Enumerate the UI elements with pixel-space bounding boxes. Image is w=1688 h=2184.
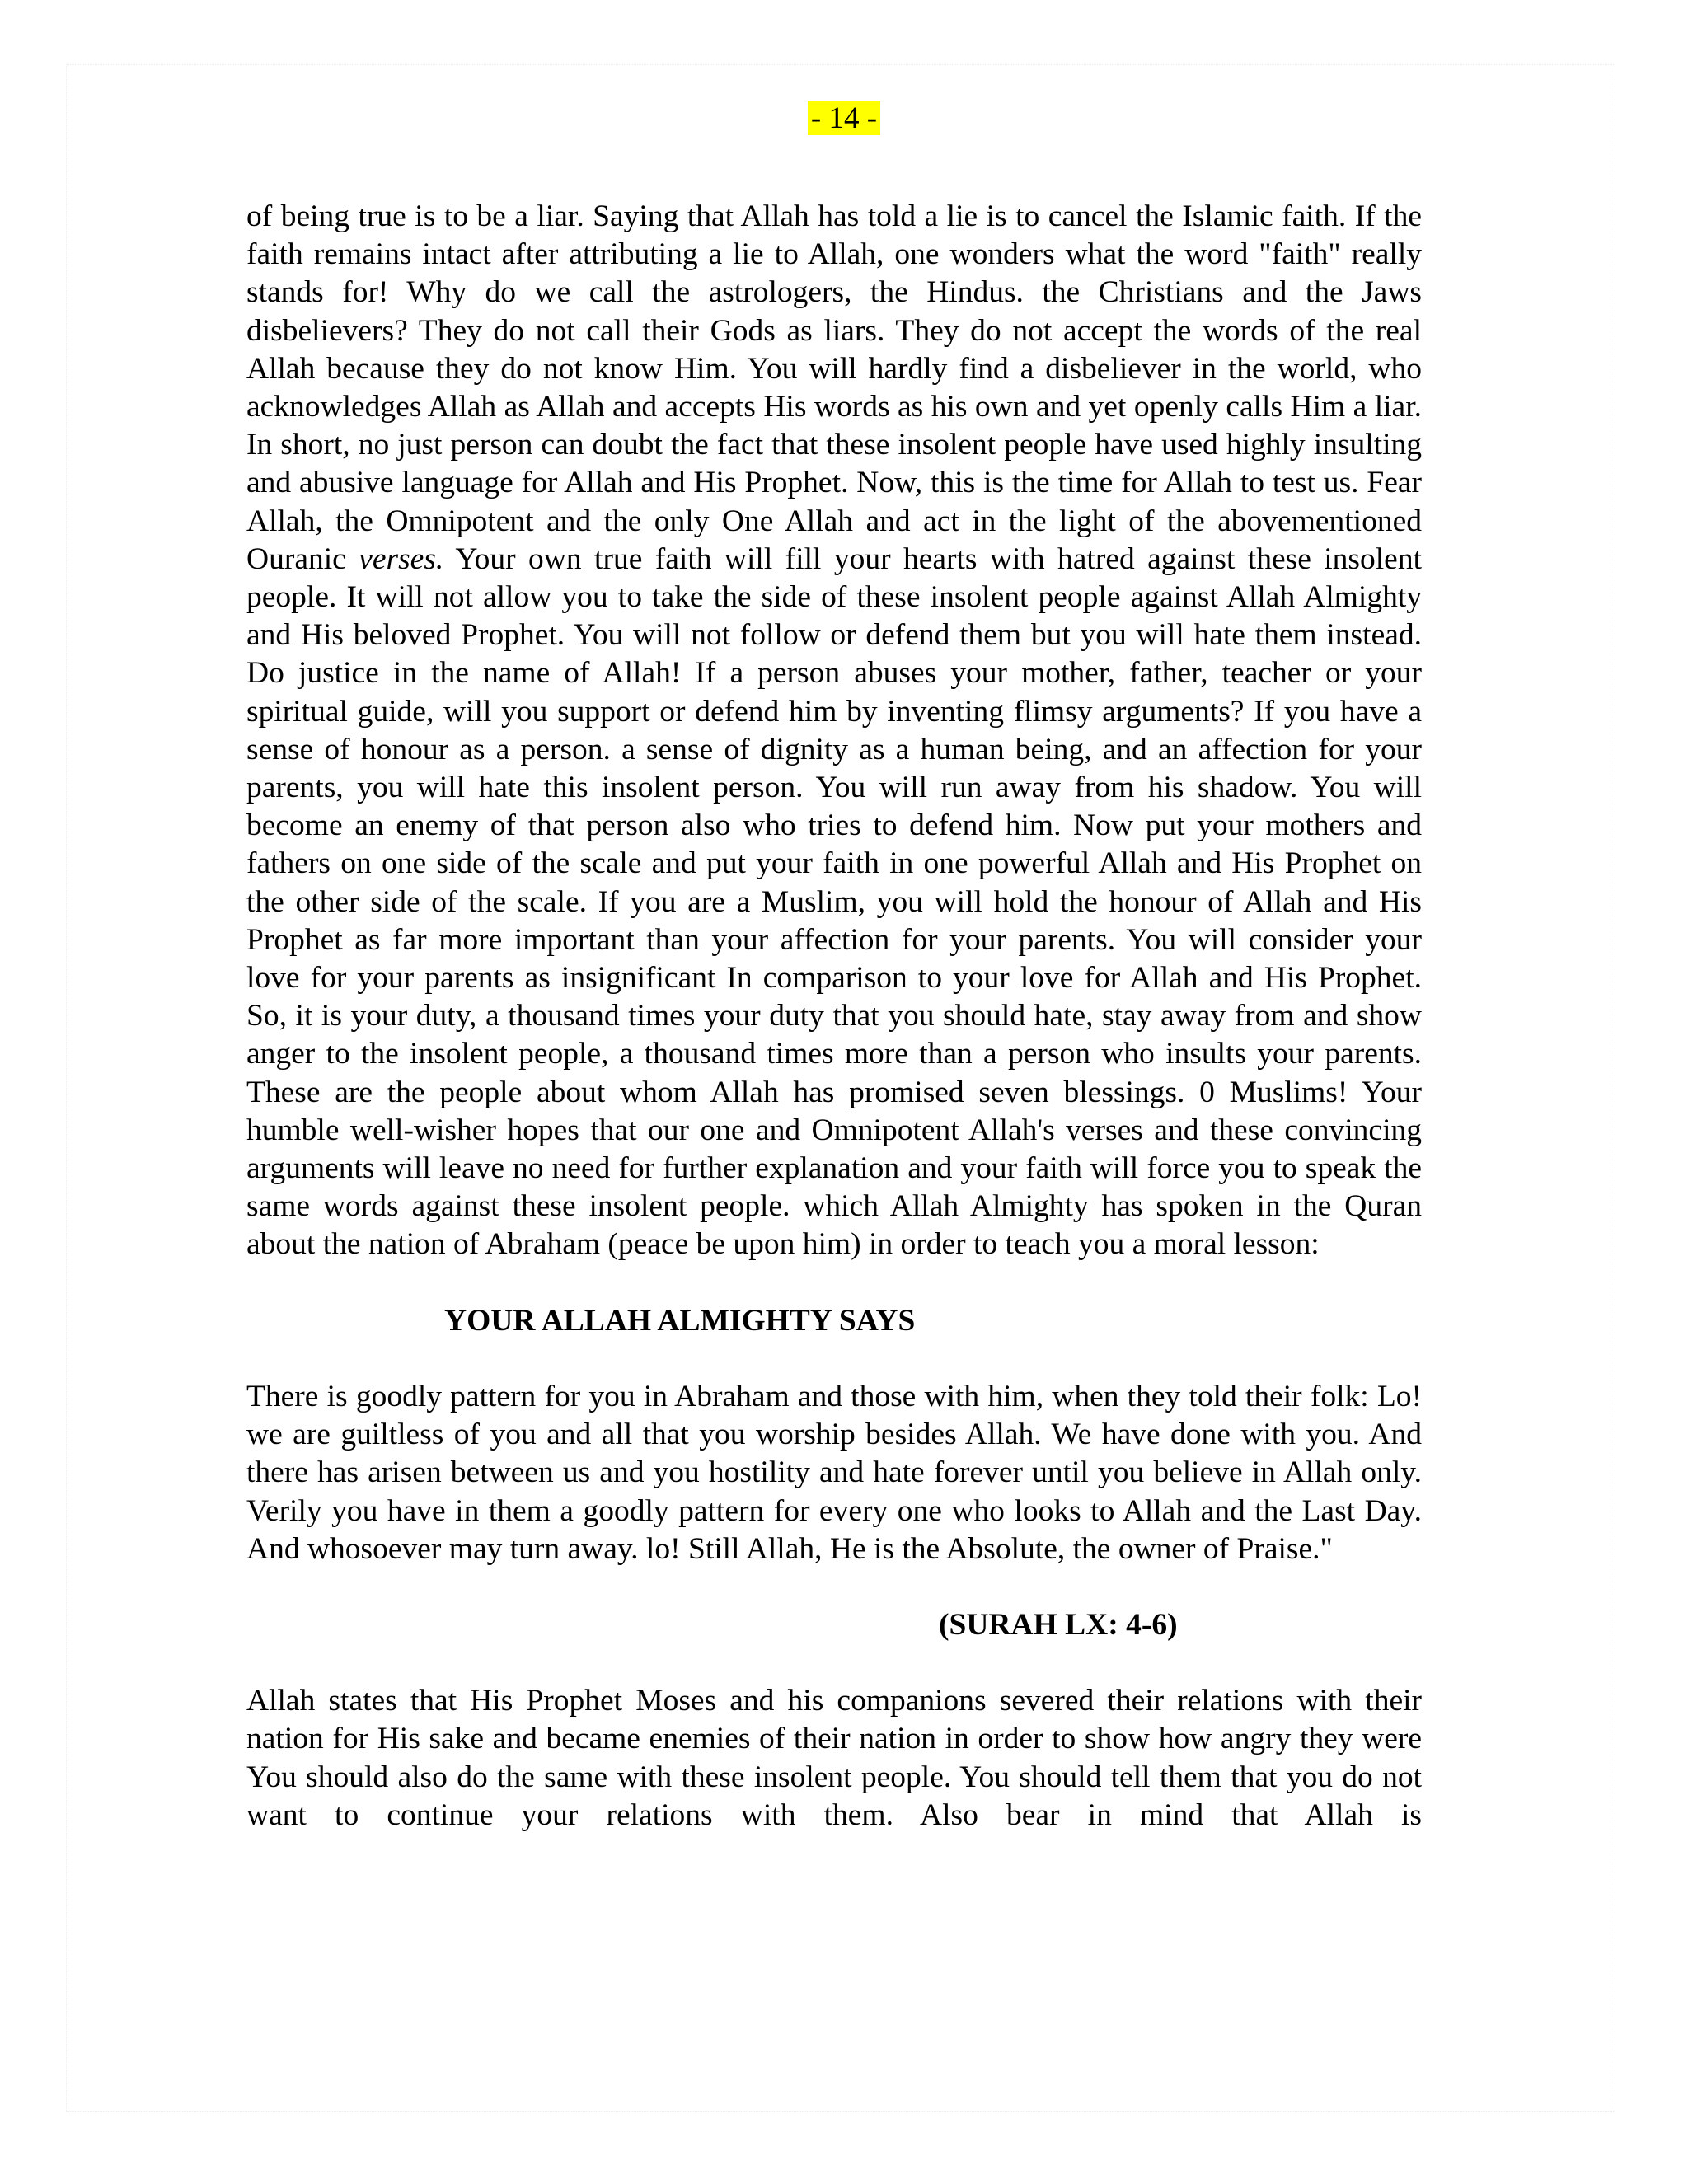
page-body xyxy=(246,198,1422,1835)
paragraph-1-part-a: of being true is to be a liar. Saying that Allah has told a lie is to cancel the Islamic faith. If the faith remains intact after attributing a lie to Allah, one wonders what the word "faith" really stands for! Why do we call the astrologers, the Hindus. the Christians and the Jaws disbelievers? They do not call their Gods as liars. They do not accept the words of the real Allah because they do not know Him. You will hardly find a disbeliever in the world, who acknowledges Allah as Allah and accepts His words as his own and yet openly calls Him a liar. In short, no just person can doubt the fact that these insolent people have used highly insulting and abusive language for Allah and His Prophet. Now, this is the time for Allah to test us. Fear Allah, the Omnipotent and the only One Allah and act in the light of the abovementioned Ouranic xyxy=(246,199,1422,576)
section-heading: YOUR ALLAH ALMIGHTY SAYS xyxy=(444,1303,916,1338)
paragraph-1-part-b: Your own true faith will fill your hearts with hatred against these insolent people. It will not allow you to take the side of these insolent people against Allah Almighty and His beloved Prophet. You will not follow or defend them but you will hate them instead. Do justice in the name of Allah! If a person abuses your mother, father, teacher or your spiritual guide, will you support or defend him by inventing flimsy arguments? If you have a sense of honour as a person. a sense of dignity as a human being, and an affection for your parents, you will hate this insolent person. You will run away from his shadow. You will become an enemy of that person also who tries to defend him. Now put your mothers and fathers on one side of the scale and put your faith in one powerful Allah and His Prophet on the other side of the scale. If you are a Muslim, you will hold the honour of Allah and His Prophet as far more important than your affection for your parents. You will consider your love for your parents as insignificant In comparison to your love for Allah and His Prophet. So, it is your duty, a thousand times your duty that you should hate, stay away from and show anger to the insolent people, a thousand times more than a person who insults your parents. These are the people about whom Allah has promised seven blessings. 0 Muslims! Your humble well-wisher hopes that our one and Omnipotent Allah's verses and these convincing arguments will leave no need for further explanation and your faith will force you to speak the same words against these insolent people. which Allah Almighty has spoken in the Quran about the nation of Abraham (peace be upon him) in order to teach you a moral lesson: xyxy=(246,541,1422,1262)
paragraph-3: Allah states that His Prophet Moses and his companions severed their relations with their nation for His sake and became enemies of their nation in order to show how angry they were You should also do the same with these insolent people. You should tell them that you do not want to continue your relations with them. Also bear in mind that Allah is xyxy=(246,1684,1422,1832)
paragraph-1 xyxy=(246,198,1422,1264)
quote-paragraph: There is goodly pattern for you in Abraham and those with him, when they told their folk: Lo! we are guiltless of you and all that you worship besides Allah. We have done with you. And there has arisen between us and you hostility and hate forever until you believe in Allah only. Verily you have in them a goodly pattern for every one who looks to Allah and the Last Day. And whosoever may turn away. lo! Still Allah, He is the Absolute, the owner of Praise." xyxy=(246,1379,1422,1566)
paragraph-1-italic-word: verses. xyxy=(359,541,444,576)
page-number xyxy=(0,97,1688,140)
page-number-label: - 14 - xyxy=(808,101,880,135)
surah-citation: (SURAH LX: 4-6) xyxy=(939,1607,1178,1642)
